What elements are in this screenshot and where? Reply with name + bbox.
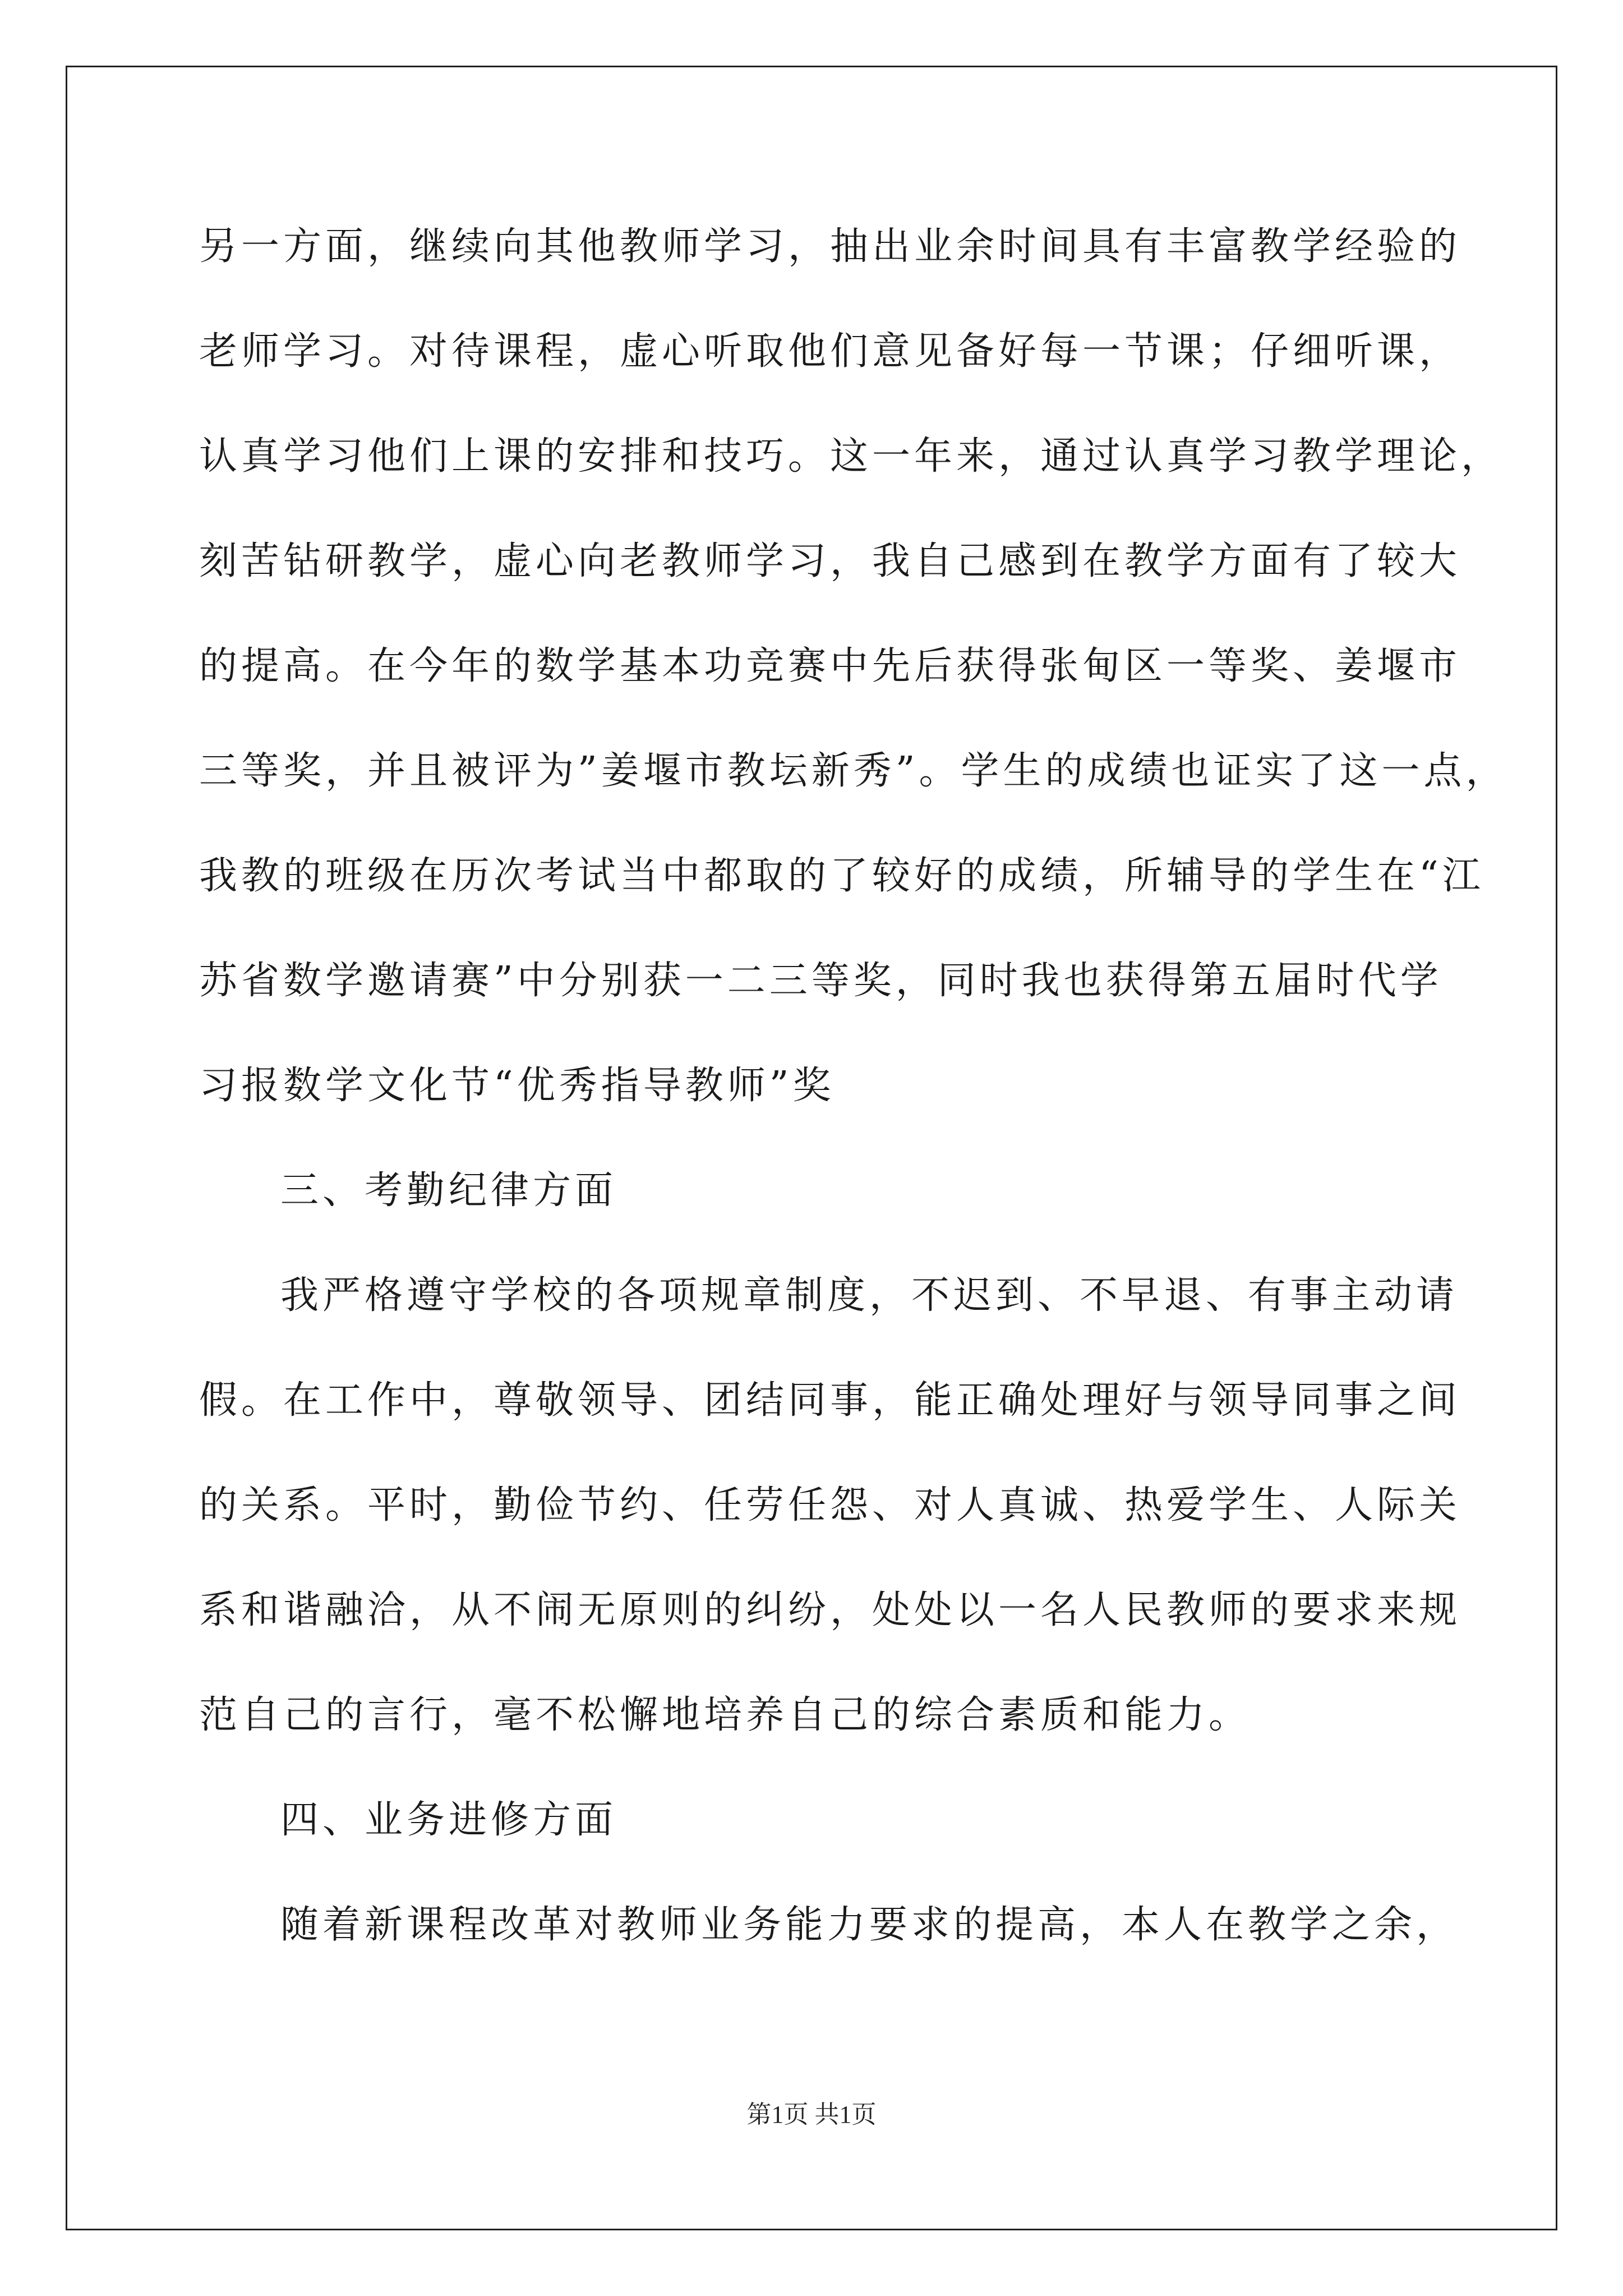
text-line: 范自己的言行，毫不松懈地培养自己的综合素质和能力。	[199, 1693, 1251, 1737]
text-line: 习报数学文化节“优秀指导教师”奖	[199, 1064, 835, 1108]
text-line: 系和谐融洽，从不闹无原则的纠纷，处处以一名人民教师的要求来规	[199, 1588, 1461, 1632]
text-line: 我教的班级在历次考试当中都取的了较好的成绩，所辅导的学生在“江	[199, 854, 1484, 898]
page-footer: 第1页 共1页	[746, 2101, 877, 2128]
text-line: 老师学习。对待课程，虚心听取他们意见备好每一节课；仔细听课，	[199, 329, 1461, 374]
text-line: 三等奖，并且被评为”姜堰市教坛新秀”。学生的成绩也证实了这一点，	[199, 749, 1508, 793]
text-line: 认真学习他们上课的安排和技巧。这一年来，通过认真学习教学理论，	[199, 434, 1504, 478]
text-line: 另一方面，继续向其他教师学习，抽出业余时间具有丰富教学经验的	[199, 224, 1461, 269]
text-line: 假。在工作中，尊敬领导、团结同事，能正确处理好与领导同事之间	[199, 1378, 1461, 1423]
text-line: 的关系。平时，勤俭节约、任劳任怨、对人真诚、热爱学生、人际关	[199, 1483, 1461, 1527]
section-heading: 四、业务进修方面	[280, 1798, 617, 1842]
text-line: 刻苦钻研教学，虚心向老教师学习，我自己感到在教学方面有了较大	[199, 539, 1461, 583]
text-line: 的提高。在今年的数学基本功竞赛中先后获得张甸区一等奖、姜堰市	[199, 644, 1461, 688]
text-line: 苏省数学邀请赛”中分别获一二三等奖，同时我也获得第五届时代学	[199, 959, 1442, 1003]
text-line: 随着新课程改革对教师业务能力要求的提高，本人在教学之余，	[280, 1903, 1459, 1947]
section-heading: 三、考勤纪律方面	[280, 1168, 617, 1213]
text-line: 我严格遵守学校的各项规章制度，不迟到、不早退、有事主动请	[280, 1273, 1459, 1318]
